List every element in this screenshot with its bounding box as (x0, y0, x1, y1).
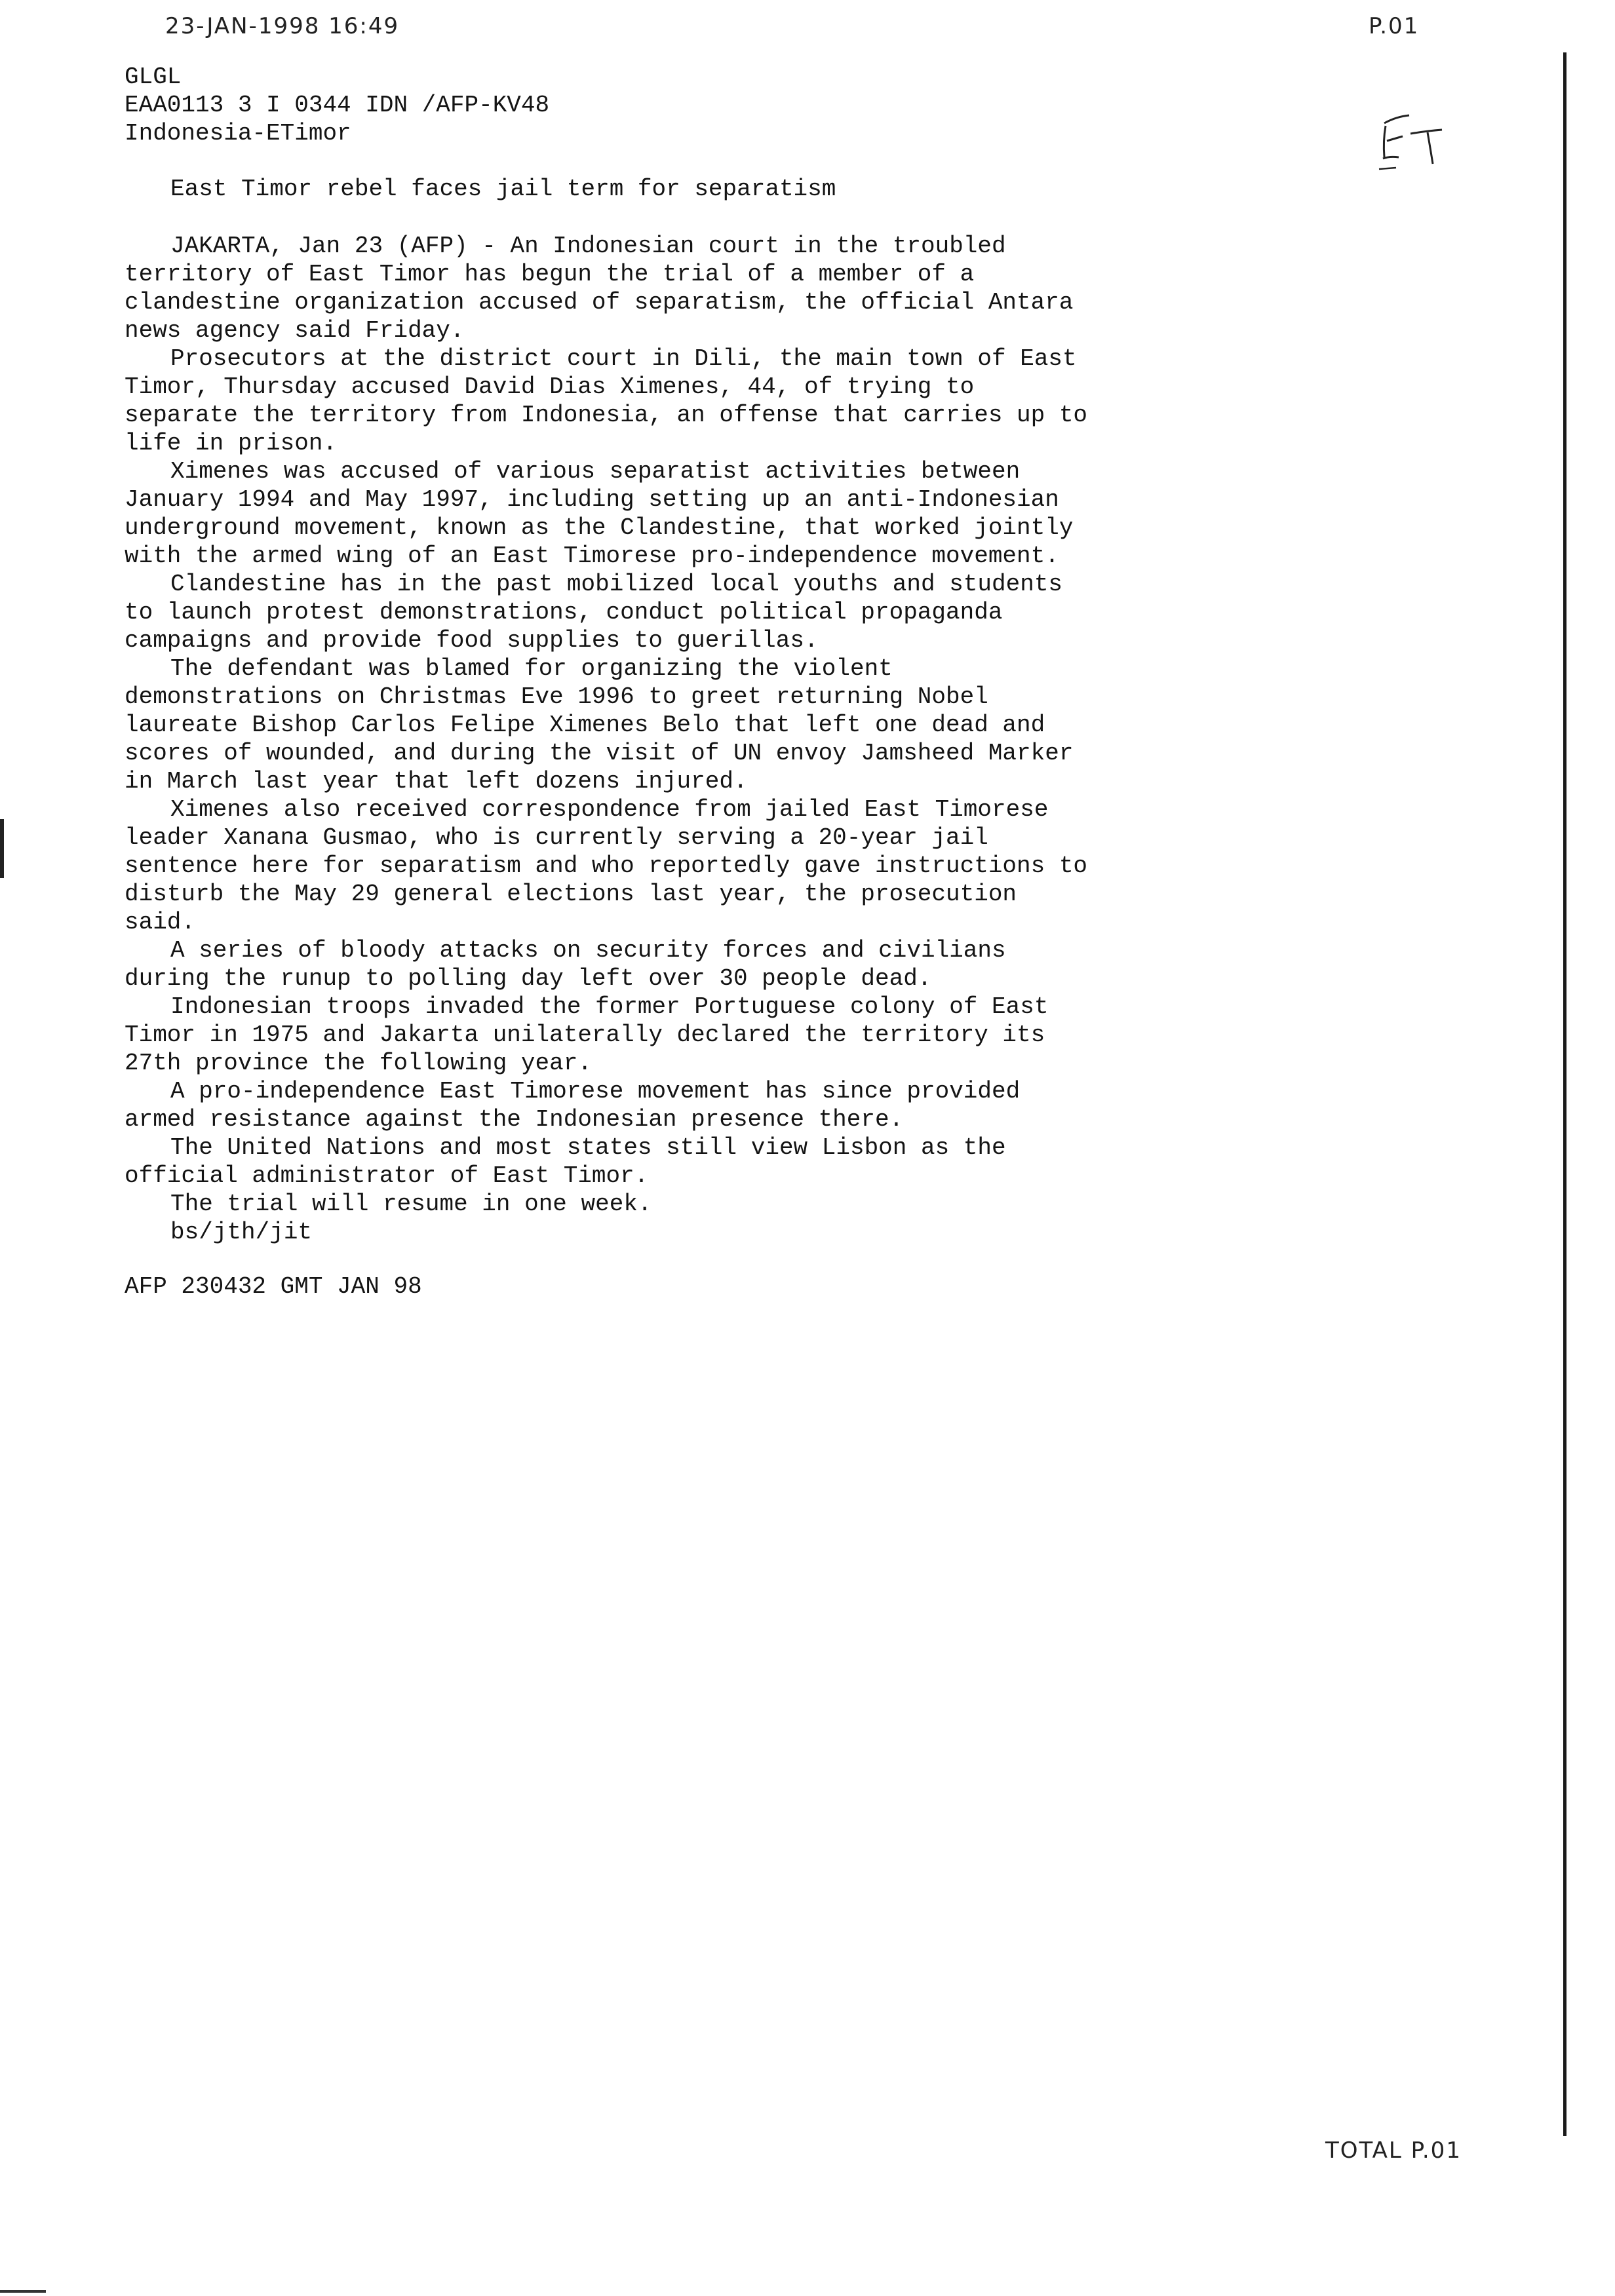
body-line: clandestine organization accused of separatism, the official Antara (125, 289, 1074, 316)
body-line: scores of wounded, and during the visit of UN envoy Jamsheed Marker (125, 740, 1074, 767)
body-line: demonstrations on Christmas Eve 1996 to greet returning Nobel (125, 683, 988, 710)
wire-id-line: EAA0113 3 I 0344 IDN /AFP-KV48 (125, 92, 550, 119)
body-line: leader Xanana Gusmao, who is currently serving a 20-year jail (125, 824, 988, 851)
body-line: Indonesian troops invaded the former Portuguese colony of East (170, 993, 1049, 1020)
body-line: Timor in 1975 and Jakarta unilaterally declared the territory its (125, 1022, 1045, 1048)
body-line: Timor, Thursday accused David Dias Ximenes, 44, of trying to (125, 373, 975, 400)
scan-edge-rule (1563, 52, 1566, 2136)
body-line: sentence here for separatism and who reportedly gave instructions to (125, 852, 1088, 879)
body-line: said. (125, 909, 196, 936)
wire-slug: Indonesia-ETimor (125, 120, 351, 147)
body-line: laureate Bishop Carlos Felipe Ximenes Belo that left one dead and (125, 712, 1045, 738)
fax-datetime: 23-JAN-1998 16:49 (165, 13, 400, 39)
headline: East Timor rebel faces jail term for separatism (170, 176, 836, 202)
body-line: to launch protest demonstrations, conduct political propaganda (125, 599, 1003, 626)
body-line: in March last year that left dozens injured. (125, 768, 748, 795)
fax-total-pages: TOTAL P.01 (1325, 2137, 1462, 2164)
body-line: armed resistance against the Indonesian presence there. (125, 1106, 904, 1133)
body-line: January 1994 and May 1997, including setting up an anti-Indonesian (125, 486, 1059, 513)
wire-document (125, 63, 1357, 1301)
body-line: JAKARTA, Jan 23 (AFP) - An Indonesian court in the troubled (170, 233, 1006, 259)
fax-page-number: P.01 (1369, 13, 1420, 39)
body-line: Ximenes was accused of various separatist activities between (170, 458, 1021, 485)
wire-footer: AFP 230432 GMT JAN 98 (125, 1273, 422, 1300)
sign-off-initials: bs/jth/jit (170, 1219, 313, 1246)
scan-bottom-mark (0, 2290, 46, 2293)
handwritten-initials-mark (1376, 111, 1449, 177)
body-line: 27th province the following year. (125, 1050, 592, 1077)
body-line: underground movement, known as the Clandestine, that worked jointly (125, 514, 1074, 541)
body-line: with the armed wing of an East Timorese pro-independence movement. (125, 543, 1059, 569)
body-line: official administrator of East Timor. (125, 1162, 649, 1189)
body-line: territory of East Timor has begun the trial of a member of a (125, 261, 975, 288)
body-line: The trial will resume in one week. (170, 1191, 652, 1217)
body-line: news agency said Friday. (125, 317, 465, 344)
body-line: separate the territory from Indonesia, an offense that carries up to (125, 402, 1088, 429)
body-line: The defendant was blamed for organizing the violent (170, 655, 893, 682)
scan-edge-mark (0, 819, 4, 878)
body-line: disturb the May 29 general elections last year, the prosecution (125, 881, 1017, 908)
wire-code-line: GLGL (125, 64, 182, 90)
body-line: Ximenes also received correspondence from jailed East Timorese (170, 796, 1049, 823)
body-line: A series of bloody attacks on security forces and civilians (170, 937, 1006, 964)
body-line: A pro-independence East Timorese movement has since provided (170, 1078, 1021, 1105)
body-line: during the runup to polling day left over 30 people dead. (125, 965, 932, 992)
body-line: life in prison. (125, 430, 338, 457)
body-line: Prosecutors at the district court in Dili, the main town of East (170, 345, 1077, 372)
body-line: Clandestine has in the past mobilized local youths and students (170, 571, 1063, 598)
body-line: The United Nations and most states still view Lisbon as the (170, 1134, 1006, 1161)
body-line: campaigns and provide food supplies to guerillas. (125, 627, 819, 654)
